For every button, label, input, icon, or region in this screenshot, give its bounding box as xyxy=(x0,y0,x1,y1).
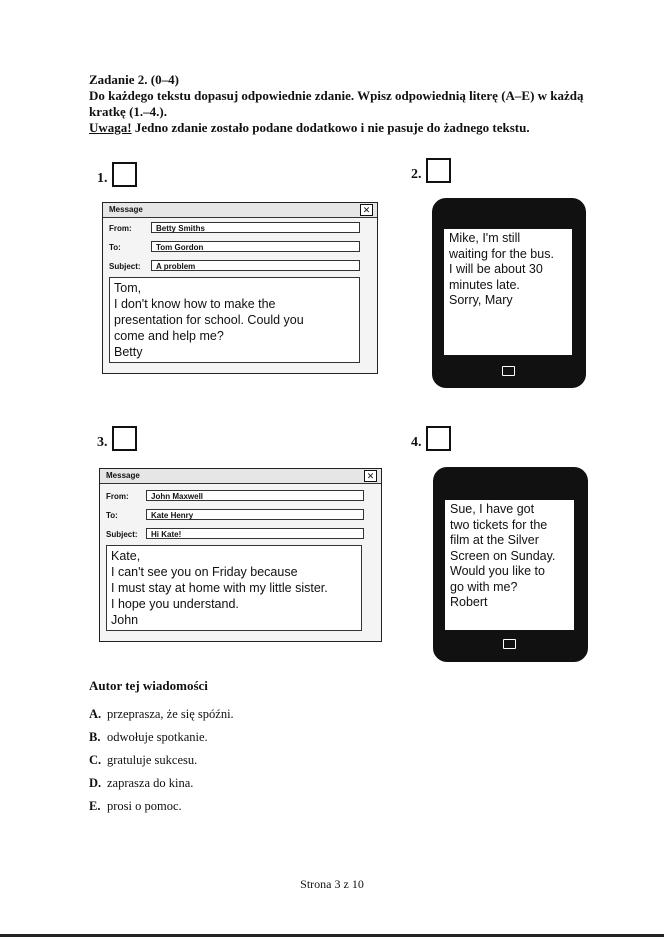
question-3 xyxy=(97,426,137,451)
phone-screen xyxy=(444,499,575,631)
question-2 xyxy=(411,158,451,183)
option-d xyxy=(89,776,234,799)
body-line: Kate, xyxy=(111,549,141,563)
option-letter: A. xyxy=(89,707,102,721)
options-list xyxy=(89,707,234,822)
subject-label: Subject: xyxy=(106,530,138,539)
question-number: 1. xyxy=(97,171,108,186)
email-window-1 xyxy=(102,202,378,374)
home-button-icon xyxy=(503,639,516,649)
to-field: Kate Henry xyxy=(146,509,364,520)
phone-1 xyxy=(432,198,586,388)
from-field: John Maxwell xyxy=(146,490,364,501)
email-titlebar xyxy=(100,469,381,484)
sms-line: Mike, I'm still xyxy=(449,231,521,245)
sms-line: Robert xyxy=(450,595,488,609)
sms-line: Sue, I have got xyxy=(450,502,535,516)
task-title: Zadanie 2. (0–4) xyxy=(89,72,179,87)
question-number: 2. xyxy=(411,167,422,182)
email-window-2 xyxy=(99,468,382,642)
to-field: Tom Gordon xyxy=(151,241,360,252)
body-line: Betty xyxy=(114,345,143,359)
from-field: Betty Smiths xyxy=(151,222,360,233)
task-instruction: Do każdego tekstu dopasuj odpowiednie zdanie. Wpisz odpowiednią literę (A–E) w każdą kratkę (1.–4.). xyxy=(89,88,584,119)
subject-field: Hi Kate! xyxy=(146,528,364,539)
body-line: Tom, xyxy=(114,281,142,295)
close-icon[interactable]: ✕ xyxy=(360,204,373,216)
question-1 xyxy=(97,162,137,187)
sms-line: go with me? xyxy=(450,579,518,594)
email-body xyxy=(106,545,362,631)
answer-box-2[interactable] xyxy=(426,158,451,183)
task-note xyxy=(89,120,617,136)
option-text: prosi o pomoc. xyxy=(107,799,182,813)
option-text: zaprasza do kina. xyxy=(107,776,194,790)
question-number: 3. xyxy=(97,435,108,450)
from-label: From: xyxy=(106,492,129,501)
sms-line: Screen on Sunday. xyxy=(450,548,556,563)
phone-2 xyxy=(433,467,588,662)
body-line: I must stay at home with my little sister. xyxy=(111,581,328,595)
note-text: Jedno zdanie zostało podane dodatkowo i nie pasuje do żadnego tekstu. xyxy=(131,120,530,135)
sms-line: waiting for the bus. xyxy=(449,246,554,261)
option-letter: B. xyxy=(89,730,101,744)
task-header xyxy=(89,72,617,136)
sms-line: minutes late. xyxy=(449,277,520,292)
subject-label: Subject: xyxy=(109,262,141,271)
answer-box-1[interactable] xyxy=(112,162,137,187)
to-label: To: xyxy=(109,243,121,252)
note-label: Uwaga! xyxy=(89,120,132,135)
email-titlebar xyxy=(103,203,377,218)
options-title: Autor tej wiadomości xyxy=(89,678,208,693)
to-label: To: xyxy=(106,511,118,520)
option-text: przeprasza, że się spóźni. xyxy=(107,707,234,721)
body-line: I hope you understand. xyxy=(111,597,239,611)
sms-line: Would you like to xyxy=(450,564,545,578)
phone-screen xyxy=(443,228,573,356)
email-title: Message xyxy=(106,471,140,480)
close-icon[interactable]: ✕ xyxy=(364,470,377,482)
page-bottom-rule xyxy=(0,934,664,937)
page-number: Strona 3 z 10 xyxy=(300,877,364,891)
home-button-icon xyxy=(502,366,515,376)
option-b xyxy=(89,730,234,753)
option-letter: C. xyxy=(89,753,102,767)
answer-box-3[interactable] xyxy=(112,426,137,451)
body-line: I can't see you on Friday because xyxy=(111,565,298,579)
option-e xyxy=(89,799,234,822)
question-4 xyxy=(411,426,451,451)
sms-line: two tickets for the xyxy=(450,517,548,532)
question-number: 4. xyxy=(411,435,422,450)
option-text: gratuluje sukcesu. xyxy=(107,753,198,767)
email-title: Message xyxy=(109,205,143,214)
answer-box-4[interactable] xyxy=(426,426,451,451)
option-a xyxy=(89,707,234,730)
body-line: John xyxy=(111,613,139,627)
option-c xyxy=(89,753,234,776)
sms-line: film at the Silver xyxy=(450,533,539,547)
from-label: From: xyxy=(109,224,132,233)
option-letter: E. xyxy=(89,799,101,813)
sms-line: Sorry, Mary xyxy=(449,293,513,307)
option-letter: D. xyxy=(89,776,102,790)
body-line: presentation for school. Could you xyxy=(114,313,304,327)
body-line: I don't know how to make the xyxy=(114,297,276,311)
subject-field: A problem xyxy=(151,260,360,271)
email-body xyxy=(109,277,360,363)
option-text: odwołuje spotkanie. xyxy=(107,730,208,744)
body-line: come and help me? xyxy=(114,329,224,343)
sms-line: I will be about 30 xyxy=(449,262,543,276)
